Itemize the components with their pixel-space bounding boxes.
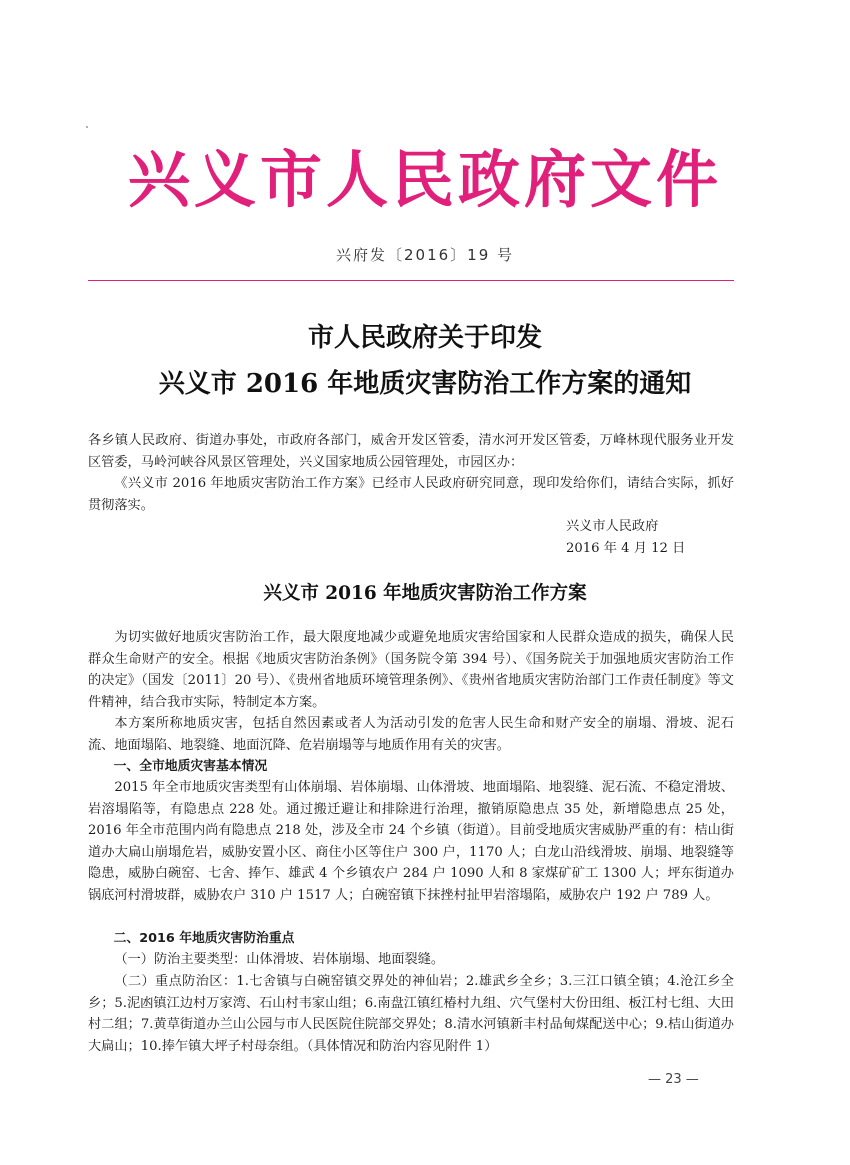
section-heading-1: 一、全市地质灾害基本情况: [113, 759, 268, 774]
notice-title-line-2: 兴义市 2016 年地质灾害防治工作方案的通知: [158, 369, 692, 399]
signature-date: 2016 年 4 月 12 日: [566, 541, 686, 556]
document-masthead: 兴义市人民政府文件: [127, 143, 722, 216]
key-areas-paragraph: （二）重点防治区：1.七舍镇与白碗窑镇交界处的神仙岩；2.雄武乡全乡；3.三江口镇全镇；4.沧江乡全乡；5.泥凼镇江边村万家湾、石山村韦家山组；6.南盘江镇红椿村九组、穴气堡村大份田组、板江村七组、大田村二组；7.黄草街道办兰山公园与市人民医院住院部交界处；8.清水河镇新丰村品甸煤配送中心；9.桔山街道办大扁山；10.捧乍镇大坪子村母奈组。（具体情况和防治内容见附件 1）: [88, 974, 734, 1054]
plan-intro-paragraph: 为切实做好地质灾害防治工作，最大限度地减少或避免地质灾害给国家和人民群众造成的损失，确保人民群众生命财产的安全。根据《地质灾害防治条例》（国务院令第 394 号）、《国务院关于加强地质灾害防治工作的决定》（国发〔2011〕20 号）、《贵州省地质环境管理条例》、《贵州省地质灾害防治部门工作责任制度》等文件精神，结合我市实际，特制定本方案。: [88, 630, 734, 710]
plan-scope-paragraph: 本方案所称地质灾害，包括自然因素或者人为活动引发的危害人民生命和财产安全的崩塌、滑坡、泥石流、地面塌陷、地裂缝、地面沉降、危岩崩塌等与地质作用有关的灾害。: [88, 716, 734, 753]
hazard-types-paragraph: （一）防治主要类型：山体滑坡、岩体崩塌、地面裂缝。: [114, 952, 445, 967]
section-heading-2: 二、2016 年地质灾害防治重点: [113, 931, 295, 946]
page-number: — 23 —: [648, 1072, 699, 1087]
scan-speck: [86, 126, 88, 128]
masthead-divider: [88, 280, 734, 281]
notice-title-line-1: 市人民政府关于印发: [307, 323, 542, 353]
recipients-paragraph: 各乡镇人民政府、街道办事处，市政府各部门，威舍开发区管委，清水河开发区管委，万峰林现代服务业开发区管委，马岭河峡谷风景区管理处，兴义国家地质公园管理处，市园区办：: [88, 433, 734, 470]
document-number: 兴府发〔2016〕19 号: [335, 246, 515, 264]
situation-paragraph: 2015 年全市地质灾害类型有山体崩塌、岩体崩塌、山体滑坡、地面塌陷、地裂缝、泥石流、不稳定滑坡、岩溶塌陷等，有隐患点 228 处。通过搬迁避让和排除进行治理，撤销原隐患点 35 处，新增隐患点 25 处，2016 年全市范围内尚有隐患点 218 处，涉及全市 24 个乡镇（街道）。目前受地质灾害威胁严重的有：桔山街道办大扁山崩塌危岩，威胁安置小区、商住小区等住户 300 户，1170 人；白龙山沿线滑坡、崩塌、地裂缝等隐患，威胁白碗窑、七舍、捧乍、雄武 4 个乡镇农户 284 户 1090 人和 8 家煤矿矿工 1300 人；坪东街道办锅底河村滑坡群，威胁农户 310 户 1517 人；白碗窑镇下抹挫村扯甲岩溶塌陷，威胁农户 192 户 789 人。: [88, 780, 734, 903]
notice-body-paragraph: 《兴义市 2016 年地质灾害防治工作方案》已经市人民政府研究同意，现印发给你们，请结合实际，抓好贯彻落实。: [88, 476, 734, 513]
signature-issuer: 兴义市人民政府: [566, 519, 659, 534]
plan-title: 兴义市 2016 年地质灾害防治工作方案: [263, 583, 587, 604]
